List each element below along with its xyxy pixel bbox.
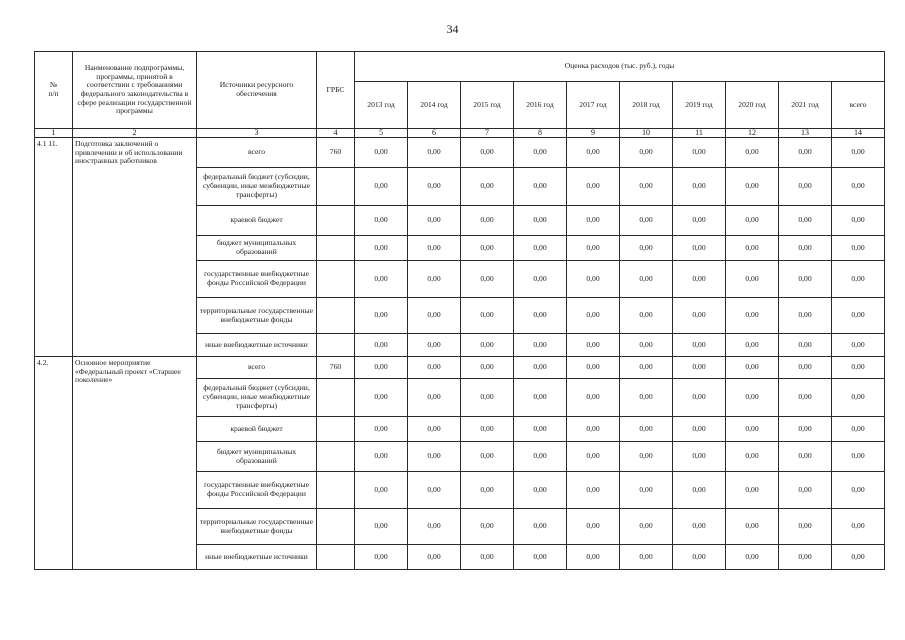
amount-cell: 0,00 <box>514 442 567 472</box>
header-year-1: 2014 год <box>408 82 461 129</box>
amount-cell: 0,00 <box>408 261 461 298</box>
amount-cell: 0,00 <box>567 357 620 379</box>
grbs-code <box>317 334 355 357</box>
amount-cell: 0,00 <box>408 417 461 442</box>
amount-cell: 0,00 <box>408 334 461 357</box>
amount-cell: 0,00 <box>408 236 461 261</box>
amount-cell: 0,00 <box>673 545 726 570</box>
grbs-code <box>317 168 355 206</box>
amount-cell: 0,00 <box>673 261 726 298</box>
funding-source: краевой бюджет <box>197 417 317 442</box>
grbs-code <box>317 442 355 472</box>
amount-cell: 0,00 <box>461 357 514 379</box>
amount-cell: 0,00 <box>779 442 832 472</box>
amount-cell: 0,00 <box>461 138 514 168</box>
amount-cell: 0,00 <box>779 357 832 379</box>
funding-source: всего <box>197 138 317 168</box>
amount-cell: 0,00 <box>620 334 673 357</box>
amount-cell: 0,00 <box>408 138 461 168</box>
amount-cell: 0,00 <box>514 236 567 261</box>
amount-cell: 0,00 <box>567 509 620 545</box>
item-number: 4.1 11. <box>35 138 73 357</box>
header-year-6: 2019 год <box>673 82 726 129</box>
amount-cell: 0,00 <box>779 417 832 442</box>
amount-cell: 0,00 <box>355 509 408 545</box>
amount-cell: 0,00 <box>567 472 620 509</box>
amount-cell: 0,00 <box>726 417 779 442</box>
header-year-2: 2015 год <box>461 82 514 129</box>
amount-cell: 0,00 <box>408 472 461 509</box>
amount-cell: 0,00 <box>726 334 779 357</box>
amount-cell: 0,00 <box>408 545 461 570</box>
amount-cell: 0,00 <box>726 236 779 261</box>
amount-cell: 0,00 <box>408 298 461 334</box>
funding-source: государственные внебюджетные фонды Российской Федерации <box>197 261 317 298</box>
amount-cell: 0,00 <box>355 298 408 334</box>
amount-cell: 0,00 <box>832 442 885 472</box>
amount-cell: 0,00 <box>620 509 673 545</box>
column-number-2: 2 <box>73 129 197 138</box>
amount-cell: 0,00 <box>832 334 885 357</box>
amount-cell: 0,00 <box>620 236 673 261</box>
column-number-8: 8 <box>514 129 567 138</box>
amount-cell: 0,00 <box>461 545 514 570</box>
funding-source: всего <box>197 357 317 379</box>
grbs-code <box>317 417 355 442</box>
table-body <box>35 52 885 570</box>
amount-cell: 0,00 <box>620 417 673 442</box>
amount-cell: 0,00 <box>673 206 726 236</box>
header-year-0: 2013 год <box>355 82 408 129</box>
amount-cell: 0,00 <box>673 417 726 442</box>
funding-source: территориальные государственные внебюджетные фонды <box>197 509 317 545</box>
amount-cell: 0,00 <box>726 472 779 509</box>
grbs-code <box>317 261 355 298</box>
amount-cell: 0,00 <box>779 261 832 298</box>
funding-source: территориальные государственные внебюджетные фонды <box>197 298 317 334</box>
funding-source: иные внебюджетные источники <box>197 545 317 570</box>
column-number-3: 3 <box>197 129 317 138</box>
amount-cell: 0,00 <box>726 509 779 545</box>
amount-cell: 0,00 <box>620 357 673 379</box>
amount-cell: 0,00 <box>779 472 832 509</box>
funding-source: краевой бюджет <box>197 206 317 236</box>
amount-cell: 0,00 <box>355 545 408 570</box>
amount-cell: 0,00 <box>514 298 567 334</box>
amount-cell: 0,00 <box>779 334 832 357</box>
amount-cell: 0,00 <box>567 545 620 570</box>
amount-cell: 0,00 <box>355 261 408 298</box>
item-name: Подготовка заключений о привлечении и об использовании иностранных работников <box>73 138 197 357</box>
amount-cell: 0,00 <box>514 206 567 236</box>
amount-cell: 0,00 <box>673 357 726 379</box>
table-row <box>35 138 885 168</box>
amount-cell: 0,00 <box>620 472 673 509</box>
amount-cell: 0,00 <box>567 138 620 168</box>
funding-source: иные внебюджетные источники <box>197 334 317 357</box>
amount-cell: 0,00 <box>726 206 779 236</box>
amount-cell: 0,00 <box>832 545 885 570</box>
amount-cell: 0,00 <box>673 298 726 334</box>
amount-cell: 0,00 <box>832 472 885 509</box>
amount-cell: 0,00 <box>514 138 567 168</box>
amount-cell: 0,00 <box>514 417 567 442</box>
funding-source: федеральный бюджет (субсидии, субвенции, иные межбюджетные трансферты) <box>197 168 317 206</box>
amount-cell: 0,00 <box>514 168 567 206</box>
amount-cell: 0,00 <box>832 298 885 334</box>
amount-cell: 0,00 <box>726 379 779 417</box>
amount-cell: 0,00 <box>673 138 726 168</box>
amount-cell: 0,00 <box>355 417 408 442</box>
amount-cell: 0,00 <box>832 509 885 545</box>
amount-cell: 0,00 <box>461 472 514 509</box>
amount-cell: 0,00 <box>355 168 408 206</box>
header-year-4: 2017 год <box>567 82 620 129</box>
amount-cell: 0,00 <box>408 357 461 379</box>
header-grbs: ГРБС <box>317 52 355 129</box>
amount-cell: 0,00 <box>779 206 832 236</box>
amount-cell: 0,00 <box>461 206 514 236</box>
amount-cell: 0,00 <box>567 334 620 357</box>
funding-source: государственные внебюджетные фонды Российской Федерации <box>197 472 317 509</box>
amount-cell: 0,00 <box>620 168 673 206</box>
funding-source: бюджет муниципальных образований <box>197 442 317 472</box>
grbs-code <box>317 545 355 570</box>
amount-cell: 0,00 <box>779 298 832 334</box>
amount-cell: 0,00 <box>832 379 885 417</box>
column-number-12: 12 <box>726 129 779 138</box>
amount-cell: 0,00 <box>408 509 461 545</box>
amount-cell: 0,00 <box>673 442 726 472</box>
amount-cell: 0,00 <box>461 261 514 298</box>
header-number: № п/п <box>35 52 73 129</box>
header-year-7: 2020 год <box>726 82 779 129</box>
amount-cell: 0,00 <box>832 357 885 379</box>
grbs-code <box>317 298 355 334</box>
amount-cell: 0,00 <box>779 168 832 206</box>
grbs-code: 760 <box>317 357 355 379</box>
amount-cell: 0,00 <box>779 138 832 168</box>
amount-cell: 0,00 <box>832 236 885 261</box>
amount-cell: 0,00 <box>567 442 620 472</box>
column-number-13: 13 <box>779 129 832 138</box>
amount-cell: 0,00 <box>355 236 408 261</box>
amount-cell: 0,00 <box>567 206 620 236</box>
amount-cell: 0,00 <box>620 206 673 236</box>
column-number-4: 4 <box>317 129 355 138</box>
grbs-code: 760 <box>317 138 355 168</box>
amount-cell: 0,00 <box>673 379 726 417</box>
amount-cell: 0,00 <box>461 442 514 472</box>
item-number: 4.2. <box>35 357 73 570</box>
amount-cell: 0,00 <box>726 138 779 168</box>
column-number-10: 10 <box>620 129 673 138</box>
grbs-code <box>317 472 355 509</box>
column-number-9: 9 <box>567 129 620 138</box>
header-year-5: 2018 год <box>620 82 673 129</box>
amount-cell: 0,00 <box>620 261 673 298</box>
header-source: Источники ресурсного обеспечения <box>197 52 317 129</box>
table-row <box>35 357 885 379</box>
amount-cell: 0,00 <box>620 442 673 472</box>
funding-source: федеральный бюджет (субсидии, субвенции, иные межбюджетные трансферты) <box>197 379 317 417</box>
amount-cell: 0,00 <box>514 334 567 357</box>
amount-cell: 0,00 <box>620 379 673 417</box>
column-number-6: 6 <box>408 129 461 138</box>
amount-cell: 0,00 <box>514 261 567 298</box>
header-year-8: 2021 год <box>779 82 832 129</box>
amount-cell: 0,00 <box>408 206 461 236</box>
column-number-11: 11 <box>673 129 726 138</box>
amount-cell: 0,00 <box>832 417 885 442</box>
amount-cell: 0,00 <box>408 379 461 417</box>
amount-cell: 0,00 <box>832 168 885 206</box>
amount-cell: 0,00 <box>620 298 673 334</box>
amount-cell: 0,00 <box>514 509 567 545</box>
amount-cell: 0,00 <box>514 472 567 509</box>
amount-cell: 0,00 <box>408 442 461 472</box>
grbs-code <box>317 379 355 417</box>
grbs-code <box>317 509 355 545</box>
amount-cell: 0,00 <box>514 357 567 379</box>
amount-cell: 0,00 <box>355 379 408 417</box>
amount-cell: 0,00 <box>355 442 408 472</box>
amount-cell: 0,00 <box>355 334 408 357</box>
column-number-7: 7 <box>461 129 514 138</box>
amount-cell: 0,00 <box>779 545 832 570</box>
amount-cell: 0,00 <box>673 168 726 206</box>
amount-cell: 0,00 <box>355 206 408 236</box>
amount-cell: 0,00 <box>726 545 779 570</box>
amount-cell: 0,00 <box>620 545 673 570</box>
column-number-14: 14 <box>832 129 885 138</box>
amount-cell: 0,00 <box>461 509 514 545</box>
amount-cell: 0,00 <box>832 261 885 298</box>
amount-cell: 0,00 <box>832 138 885 168</box>
amount-cell: 0,00 <box>408 168 461 206</box>
amount-cell: 0,00 <box>620 138 673 168</box>
column-number-5: 5 <box>355 129 408 138</box>
amount-cell: 0,00 <box>726 168 779 206</box>
funding-source: бюджет муниципальных образований <box>197 236 317 261</box>
expenditure-table <box>34 51 885 570</box>
amount-cell: 0,00 <box>567 298 620 334</box>
header-year-9: всего <box>832 82 885 129</box>
column-number-1: 1 <box>35 129 73 138</box>
amount-cell: 0,00 <box>673 509 726 545</box>
amount-cell: 0,00 <box>461 379 514 417</box>
amount-cell: 0,00 <box>355 138 408 168</box>
amount-cell: 0,00 <box>726 442 779 472</box>
grbs-code <box>317 236 355 261</box>
item-name: Основное мероприятие «Федеральный проект «Старшее поколение» <box>73 357 197 570</box>
amount-cell: 0,00 <box>461 417 514 442</box>
amount-cell: 0,00 <box>567 168 620 206</box>
amount-cell: 0,00 <box>567 379 620 417</box>
amount-cell: 0,00 <box>726 357 779 379</box>
amount-cell: 0,00 <box>726 298 779 334</box>
amount-cell: 0,00 <box>461 168 514 206</box>
amount-cell: 0,00 <box>726 261 779 298</box>
amount-cell: 0,00 <box>567 261 620 298</box>
amount-cell: 0,00 <box>461 334 514 357</box>
header-year-3: 2016 год <box>514 82 567 129</box>
amount-cell: 0,00 <box>461 236 514 261</box>
header-name: Наименование подпрограммы, программы, принятой в соответствии с требованиями федерального законодательства в сфере реализации государственной программы <box>73 52 197 129</box>
amount-cell: 0,00 <box>779 379 832 417</box>
amount-cell: 0,00 <box>779 236 832 261</box>
amount-cell: 0,00 <box>355 472 408 509</box>
amount-cell: 0,00 <box>673 236 726 261</box>
amount-cell: 0,00 <box>673 472 726 509</box>
amount-cell: 0,00 <box>779 509 832 545</box>
amount-cell: 0,00 <box>567 236 620 261</box>
page-number: 34 <box>446 22 459 36</box>
amount-cell: 0,00 <box>355 357 408 379</box>
header-estimate-title: Оценка расходов (тыс. руб.), годы <box>355 52 885 82</box>
amount-cell: 0,00 <box>673 334 726 357</box>
amount-cell: 0,00 <box>514 545 567 570</box>
grbs-code <box>317 206 355 236</box>
amount-cell: 0,00 <box>461 298 514 334</box>
column-numbers-row <box>35 129 885 138</box>
amount-cell: 0,00 <box>832 206 885 236</box>
amount-cell: 0,00 <box>514 379 567 417</box>
amount-cell: 0,00 <box>567 417 620 442</box>
